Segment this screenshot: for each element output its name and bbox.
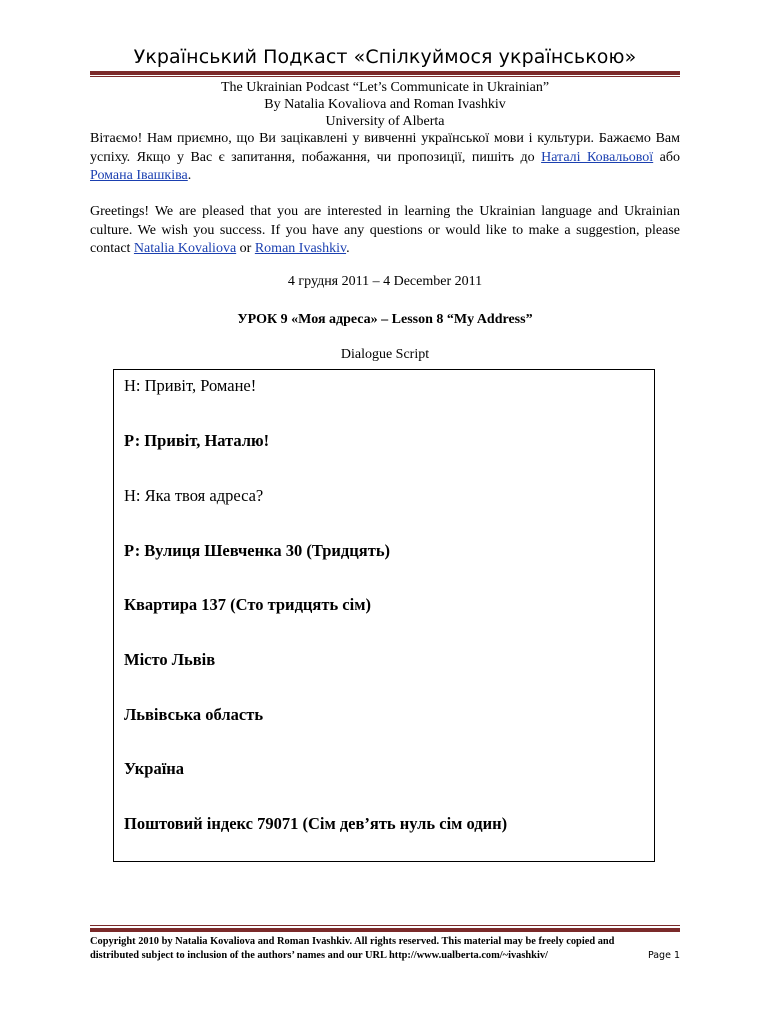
greeting-uk-middle: або: [653, 149, 680, 165]
greeting-uk-end: .: [187, 168, 192, 183]
dialogue-line: Львівська область: [124, 705, 264, 724]
contact-link-roman-en[interactable]: Roman Ivashkiv: [254, 241, 347, 256]
copyright-line-1: Copyright 2010 by Natalia Kovaliova and Roman Ivashkiv. All rights reserved. This material may be freely copied and: [90, 936, 615, 947]
university-line: University of Alberta: [325, 114, 445, 129]
page-number: Page 1: [647, 950, 680, 961]
contact-link-natalia-en[interactable]: Natalia Kovaliova: [133, 241, 237, 256]
authors-line: By Natalia Kovaliova and Roman Ivashkiv: [264, 97, 506, 112]
footer: [90, 935, 680, 963]
greeting-ukrainian: [90, 130, 680, 186]
page-header-title: Український Подкаст «Спілкуймося українською»: [133, 46, 637, 68]
dialogue-line: Р: Вулиця Шевченка 30 (Тридцять): [124, 541, 391, 560]
greeting-english: [90, 203, 680, 259]
dialogue-line: Місто Львів: [124, 650, 216, 669]
date-line: 4 грудня 2011 – 4 December 2011: [287, 274, 483, 289]
dialogue-box: [113, 369, 655, 862]
dialogue-line: Н: Привіт, Романе!: [124, 376, 257, 395]
copyright-line-2: distributed subject to inclusion of the authors’ names and our URL http://www.ualberta.com/~ivashkiv/: [90, 950, 548, 961]
greeting-en-end: .: [346, 241, 350, 256]
dialogue-line: Україна: [124, 759, 185, 778]
footer-rule-thin: [90, 925, 680, 926]
greeting-en-middle: or: [236, 241, 255, 256]
podcast-subtitle: The Ukrainian Podcast “Let’s Communicate in Ukrainian”: [220, 80, 550, 95]
greeting-en-text: Greetings! We are pleased that you are interested in learning the Ukrainian language and Ukrainian culture. We wish you success. If you have any questions or would like to make a suggestion, please contact: [90, 204, 680, 256]
dialogue-line: Р: Привіт, Наталю!: [124, 431, 270, 450]
footer-rule-thick: [90, 928, 680, 932]
contact-link-roman-uk[interactable]: Романа Івашківа: [90, 168, 188, 183]
dialogue-line: Квартира 137 (Сто тридцять сім): [124, 595, 371, 614]
dialogue-script-label: Dialogue Script: [340, 347, 430, 362]
dialogue-line: Поштовий індекс 79071 (Сім дев’ять нуль сім один): [124, 814, 508, 833]
header-rule-thick: [90, 71, 680, 75]
dialogue-line: Н: Яка твоя адреса?: [124, 486, 264, 505]
contact-link-natalia-uk[interactable]: Наталі Ковальової: [541, 149, 654, 165]
greeting-uk-text: Вітаємо! Нам приємно, що Ви зацікавлені у вивченні української мови і культури. Бажаємо Вам успіху. Якщо у Вас є запитання, побажання, чи пропозиції, пишіть до: [90, 131, 680, 165]
header-rule-thin: [90, 76, 680, 77]
lesson-title: УРОК 9 «Моя адреса» – Lesson 8 “My Address”: [237, 312, 533, 327]
